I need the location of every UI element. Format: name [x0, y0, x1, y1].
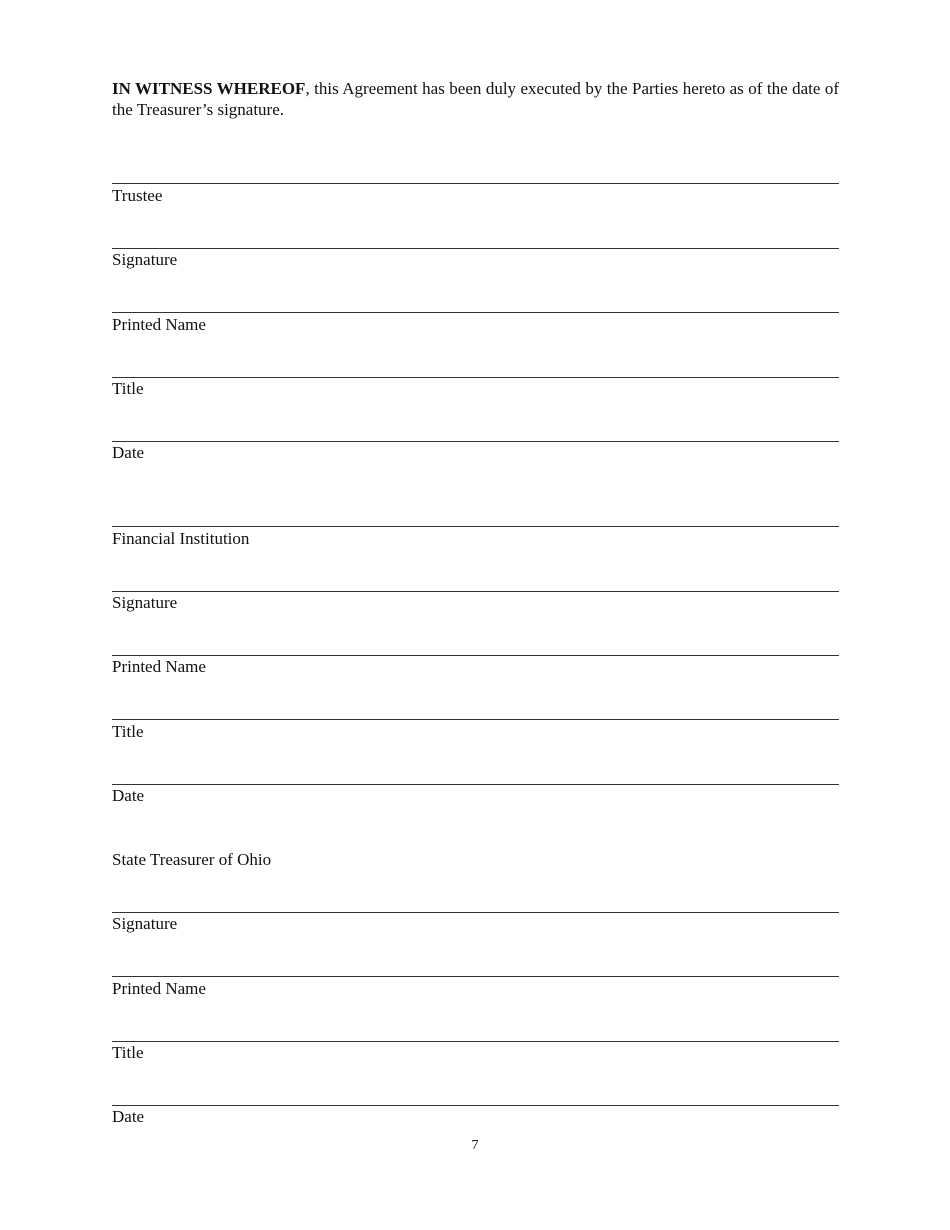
- state-treasurer-label: State Treasurer of Ohio: [112, 850, 272, 869]
- fi-printed-name-line[interactable]: [112, 655, 839, 656]
- st-signature-line[interactable]: [112, 912, 839, 913]
- st-signature-label: Signature: [112, 914, 178, 933]
- st-printed-name-label: Printed Name: [112, 979, 206, 998]
- fi-title-line[interactable]: [112, 719, 839, 720]
- financial-institution-label: Financial Institution: [112, 529, 250, 548]
- fi-signature-label: Signature: [112, 593, 178, 612]
- fi-signature-line[interactable]: [112, 591, 839, 592]
- st-title-line[interactable]: [112, 1041, 839, 1042]
- st-title-label: Title: [112, 1043, 144, 1062]
- trustee-signature-label: Signature: [112, 250, 178, 269]
- fi-date-line[interactable]: [112, 784, 839, 785]
- trustee-line[interactable]: [112, 183, 839, 184]
- witness-lead: IN WITNESS WHEREOF: [112, 79, 306, 98]
- trustee-date-line[interactable]: [112, 441, 839, 442]
- trustee-date-label: Date: [112, 443, 145, 462]
- trustee-title-line[interactable]: [112, 377, 839, 378]
- financial-institution-line[interactable]: [112, 526, 839, 527]
- witness-paragraph: [112, 78, 839, 120]
- witness-text: , this Agreement has been duly executed by the Parties hereto as of the date of the Treasurer’s signature.: [112, 79, 839, 119]
- fi-title-label: Title: [112, 722, 144, 741]
- trustee-title-label: Title: [112, 379, 144, 398]
- st-printed-name-line[interactable]: [112, 976, 839, 977]
- trustee-signature-line[interactable]: [112, 248, 839, 249]
- st-date-label: Date: [112, 1107, 145, 1126]
- page-number: 7: [471, 1138, 479, 1153]
- fi-date-label: Date: [112, 786, 145, 805]
- fi-printed-name-label: Printed Name: [112, 657, 206, 676]
- trustee-printed-name-line[interactable]: [112, 312, 839, 313]
- trustee-printed-name-label: Printed Name: [112, 315, 206, 334]
- st-date-line[interactable]: [112, 1105, 839, 1106]
- trustee-label: Trustee: [112, 186, 163, 205]
